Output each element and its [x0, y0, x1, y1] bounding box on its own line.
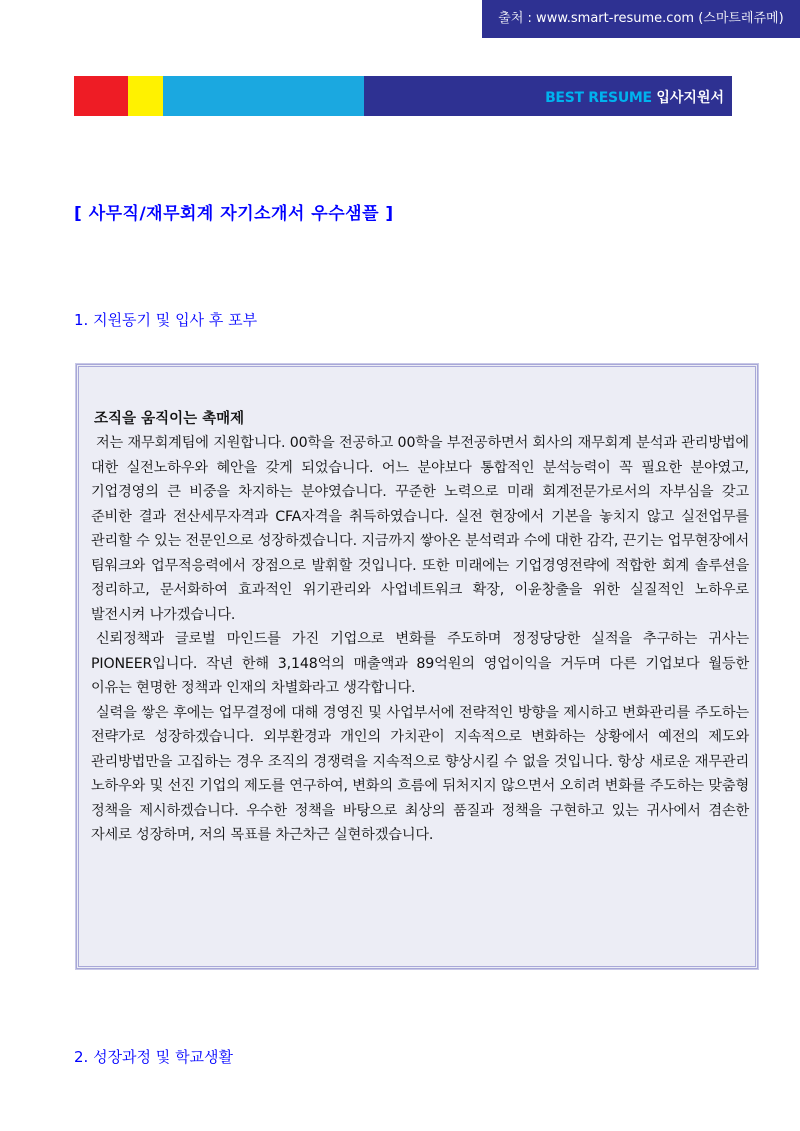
essay-box [76, 364, 758, 969]
banner-navy-stripe [364, 76, 732, 116]
banner-yellow-stripe [128, 76, 163, 116]
source-credit: 출처 : www.smart-resume.com (스마트레쥬메) [482, 0, 800, 38]
document-title: [ 사무직/재무회계 자기소개서 우수샘플 ] [74, 204, 394, 224]
banner-cyan-stripe [163, 76, 364, 116]
section-heading-growth: 2. 성장과정 및 학교생활 [74, 1048, 234, 1066]
essay-heading: 조직을 움직이는 촉매제 [94, 411, 245, 427]
essay-content [91, 407, 749, 848]
banner-title-ko: 입사지원서 [656, 90, 724, 106]
essay-paragraph: 신뢰정책과 글로벌 마인드를 가진 기업으로 변화를 주도하며 정정당당한 실적을 추구하는 귀사는 PIONEER입니다. 작년 한해 3,148억의 매출액과 89억원의 영업이익을 거두며 다른 기업보다 월등한 이유는 현명한 정책과 인재의 차별화라고 생각합니다. [91, 631, 749, 696]
essay-paragraph: 저는 재무회계팀에 지원합니다. 00학을 전공하고 00학을 부전공하면서 회사의 재무회계 분석과 관리방법에 대한 실전노하우와 혜안을 갖게 되었습니다. 어느 분야보다 통합적인 분석능력이 꼭 필요한 분야였고, 기업경영의 큰 비중을 차지하는 분야였습니다. 꾸준한 노력으로 미래 회계전문가로서의 자부심을 갖고 준비한 결과 전산세무자격과 CFA자격을 취득하였습니다. 실전 현장에서 기본을 놓치지 않고 실전업무를 관리할 수 있는 전문인으로 성장하겠습니다. 지금까지 쌓아온 분석력과 수에 대한 감각, 끈기는 업무현장에서 팀워크와 업무적응력에서 장점으로 발휘할 것입니다. 또한 미래에는 기업경영전략에 적합한 회계 솔루션을 정리하고, 문서화하여 효과적인 위기관리와 사업네트워크 확장, 이윤창출을 위한 실질적인 노하우로 발전시켜 나가겠습니다. [91, 435, 749, 623]
essay-paragraph: 실력을 쌓은 후에는 업무결정에 대해 경영진 및 사업부서에 전략적인 방향을 제시하고 변화관리를 주도하는 전략가로 성장하겠습니다. 외부환경과 개인의 가치관이 지속적으로 변화하는 상황에서 예전의 제도와 관리방법만을 고집하는 경우 조직의 경쟁력을 지속적으로 향상시킬 수 없을 것입니다. 항상 새로운 재무관리 노하우와 및 선진 기업의 제도를 연구하여, 변화의 흐름에 뒤처지지 않으면서 오히려 변화를 주도하는 맞춤형 정책을 제시하겠습니다. 우수한 정책을 바탕으로 최상의 품질과 정책을 구현하고 있는 귀사에서 겸손한 자세로 성장하며, 저의 목표를 차근차근 실현하겠습니다. [91, 704, 749, 843]
section-heading-motivation: 1. 지원동기 및 입사 후 포부 [74, 311, 258, 329]
banner-title [545, 76, 724, 116]
banner-red-stripe [74, 76, 128, 116]
header-banner [74, 76, 732, 116]
banner-title-en: BEST RESUME [545, 90, 657, 106]
